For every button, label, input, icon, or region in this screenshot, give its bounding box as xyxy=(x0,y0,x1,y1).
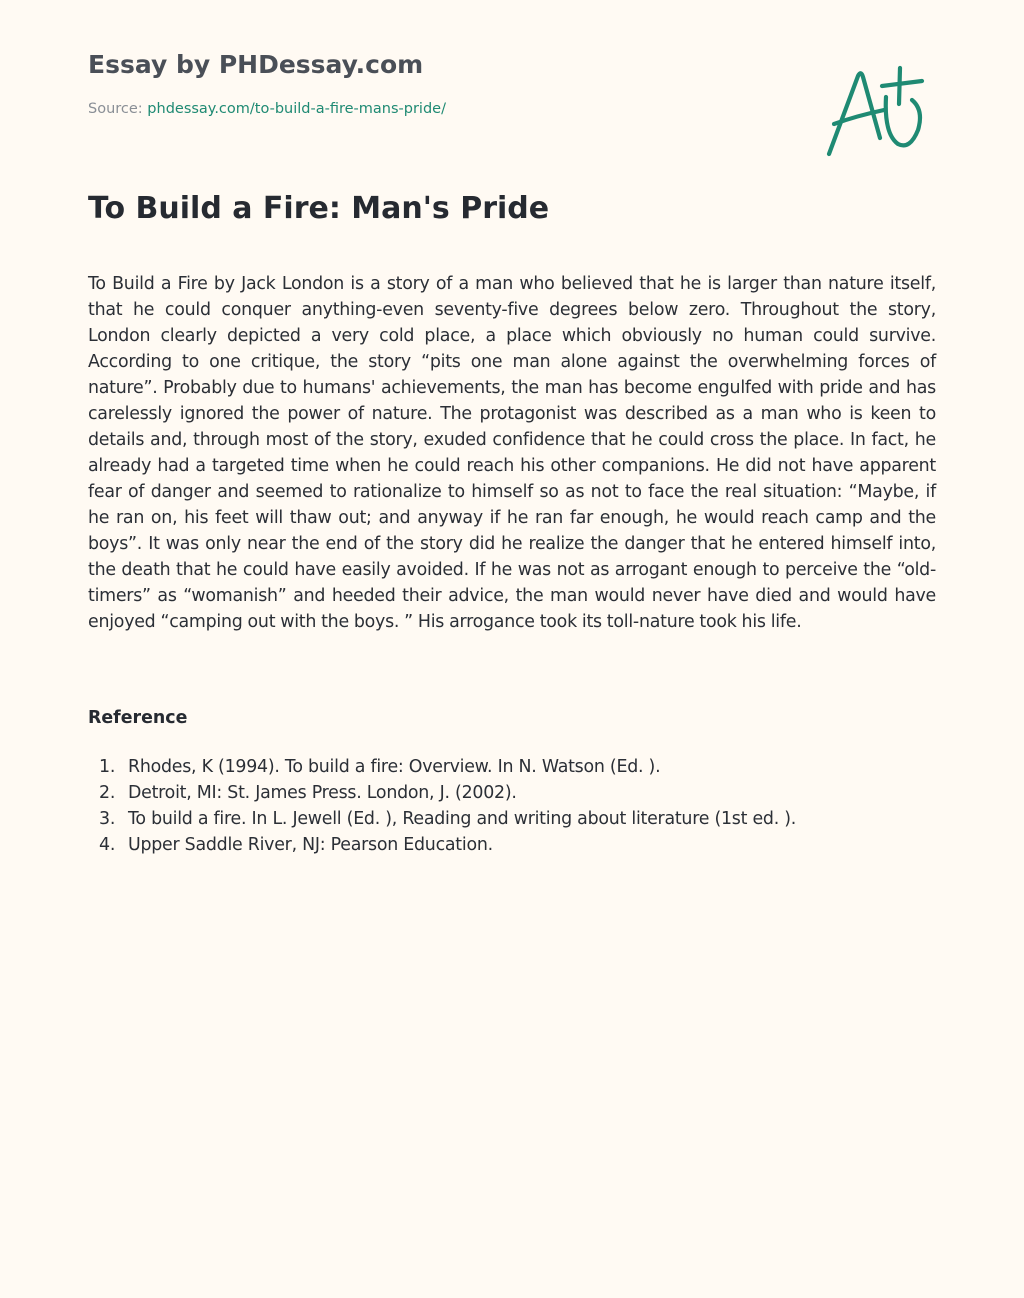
reference-item xyxy=(88,806,936,832)
reference-heading: Reference xyxy=(88,708,188,728)
reference-number: 1. xyxy=(99,757,116,777)
a-plus-grade-icon xyxy=(826,64,930,160)
reference-item xyxy=(88,754,936,780)
reference-item xyxy=(88,832,936,858)
reference-number: 3. xyxy=(99,809,116,829)
reference-number: 2. xyxy=(99,783,116,803)
plus-vertical-stroke xyxy=(899,68,900,104)
source-line xyxy=(88,101,446,117)
reference-text: To build a fire. In L. Jewell (Ed. ), Reading and writing about literature (1st ed. ). xyxy=(128,809,797,829)
reference-number: 4. xyxy=(99,835,116,855)
site-title: Essay by PHDessay.com xyxy=(88,50,424,79)
reference-text: Upper Saddle River, NJ: Pearson Education. xyxy=(128,835,493,855)
essay-title: To Build a Fire: Man's Pride xyxy=(88,191,550,226)
plus-horizontal-stroke xyxy=(882,81,922,86)
reference-list xyxy=(88,754,936,858)
reference-text: Detroit, MI: St. James Press. London, J. (2002). xyxy=(128,783,517,803)
essay-body: To Build a Fire by Jack London is a story of a man who believed that he is larger than nature itself, that he could conquer anything-even seventy-five degrees below zero. Throughout the story, London clearly depicted a very cold place, a place which obviously no human could survive. According to one critique, the story “pits one man alone against the overwhelming forces of nature”. Probably due to humans' achievements, the man has become engulfed with pride and has carelessly ignored the power of nature. The protagonist was described as a man who is keen to details and, through most of the story, exuded confidence that he could cross the place. In fact, he already had a targeted time when he could reach his other companions. He did not have apparent fear of danger and seemed to rationalize to himself so as not to face the real situation: “Maybe, if he ran on, his feet will thaw out; and anyway if he ran far enough, he would reach camp and the boys”. It was only near the end of the story did he realize the danger that he entered himself into, the death that he could have easily avoided. If he was not as arrogant enough to perceive the “old-timers” as “womanish” and heeded their advice, the man would never have died and would have enjoyed “camping out with the boys. ” His arrogance took its toll-nature took his life. xyxy=(88,274,936,632)
smile-stroke xyxy=(886,97,920,145)
reference-item xyxy=(88,780,936,806)
source-link[interactable]: phdessay.com/to-build-a-fire-mans-pride/ xyxy=(147,101,446,117)
source-label: Source: xyxy=(88,101,143,117)
reference-text: Rhodes, K (1994). To build a fire: Overview. In N. Watson (Ed. ). xyxy=(128,757,661,777)
